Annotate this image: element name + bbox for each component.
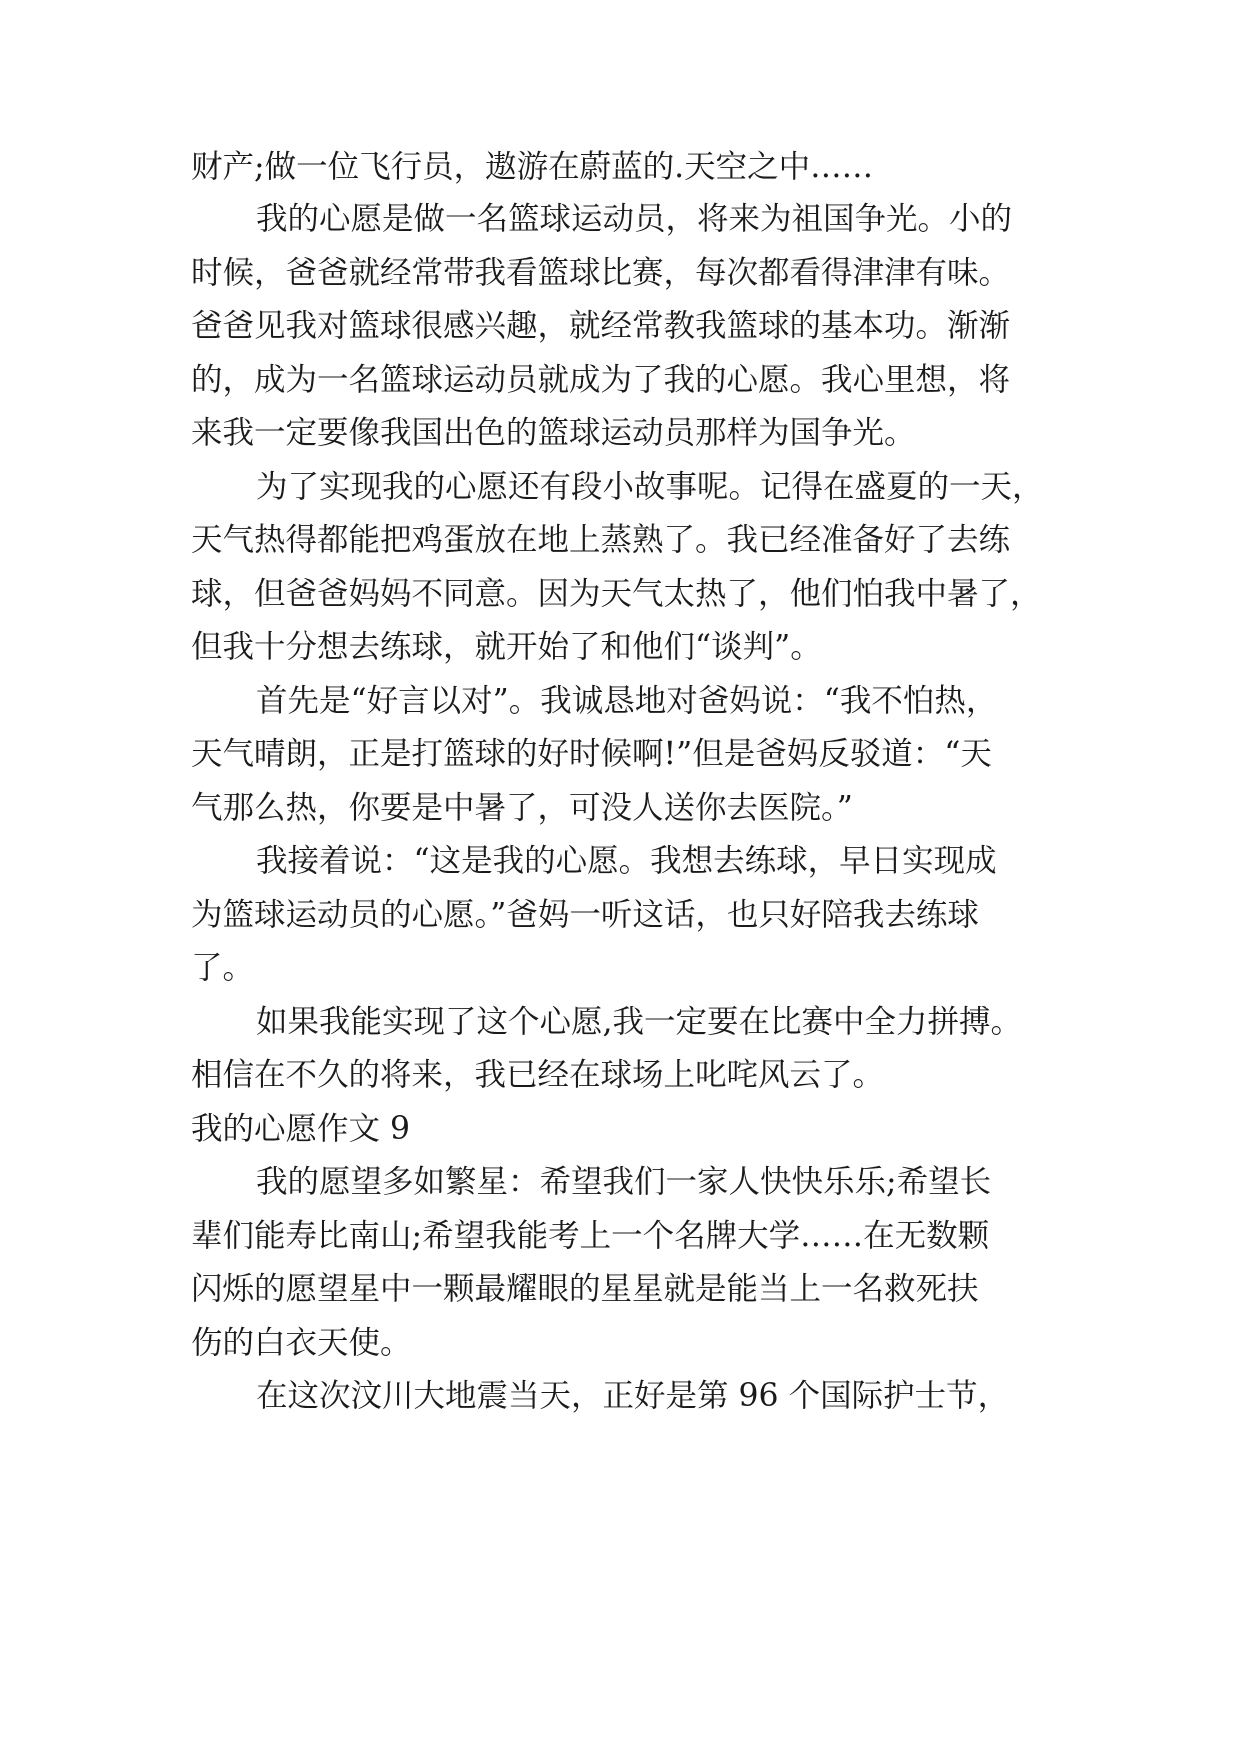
text-line: 来我一定要像我国出色的篮球运动员那样为国争光。 (191, 415, 916, 451)
paragraph-first-line: 为了实现我的心愿还有段小故事呢。记得在盛夏的一天， (256, 469, 1044, 505)
paragraph-first-line: 我的愿望多如繁星：希望我们一家人快快乐乐;希望长 (256, 1164, 992, 1200)
text-line: 爸爸见我对篮球很感兴趣，就经常教我篮球的基本功。渐渐 (191, 308, 1011, 344)
text-line: 相信在不久的将来，我已经在球场上叱咤风云了。 (191, 1057, 885, 1093)
paragraph-first-line: 首先是“好言以对”。我诚恳地对爸妈说：“我不怕热， (256, 683, 998, 719)
text-line: 的，成为一名篮球运动员就成为了我的心愿。我心里想，将 (191, 362, 1011, 398)
text-line: 天气热得都能把鸡蛋放在地上蒸熟了。我已经准备好了去练 (191, 522, 1011, 558)
text-line: 时候，爸爸就经常带我看篮球比赛，每次都看得津津有味。 (191, 255, 1011, 291)
text-line: 财产;做一位飞行员，遨游在蔚蓝的.天空之中…… (191, 149, 874, 185)
text-line: 辈们能寿比南山;希望我能考上一个名牌大学……在无数颗 (191, 1218, 990, 1254)
text-line: 但我十分想去练球，就开始了和他们“谈判”。 (191, 629, 822, 665)
text-line: 气那么热，你要是中暑了，可没人送你去医院。” (191, 790, 853, 826)
text-line: 为篮球运动员的心愿。”爸妈一听这话，也只好陪我去练球 (191, 897, 979, 933)
text-line: 伤的白衣天使。 (191, 1325, 412, 1361)
paragraph-first-line: 我的心愿是做一名篮球运动员，将来为祖国争光。小的 (256, 201, 1013, 237)
text-line: 闪烁的愿望星中一颗最耀眼的星星就是能当上一名救死扶 (191, 1271, 979, 1307)
paragraph-first-line: 在这次汶川大地震当天，正好是第 96 个国际护士节， (256, 1378, 1010, 1414)
text-line: 了。 (191, 950, 255, 986)
text-line: 天气晴朗，正是打篮球的好时候啊!”但是爸妈反驳道：“天 (191, 736, 992, 772)
section-heading: 我的心愿作文 9 (191, 1111, 411, 1147)
paragraph-first-line: 如果我能实现了这个心愿,我一定要在比赛中全力拼搏。 (256, 1004, 1023, 1040)
text-line: 球，但爸爸妈妈不同意。因为天气太热了，他们怕我中暑了， (191, 576, 1042, 612)
paragraph-first-line: 我接着说：“这是我的心愿。我想去练球，早日实现成 (256, 843, 997, 879)
